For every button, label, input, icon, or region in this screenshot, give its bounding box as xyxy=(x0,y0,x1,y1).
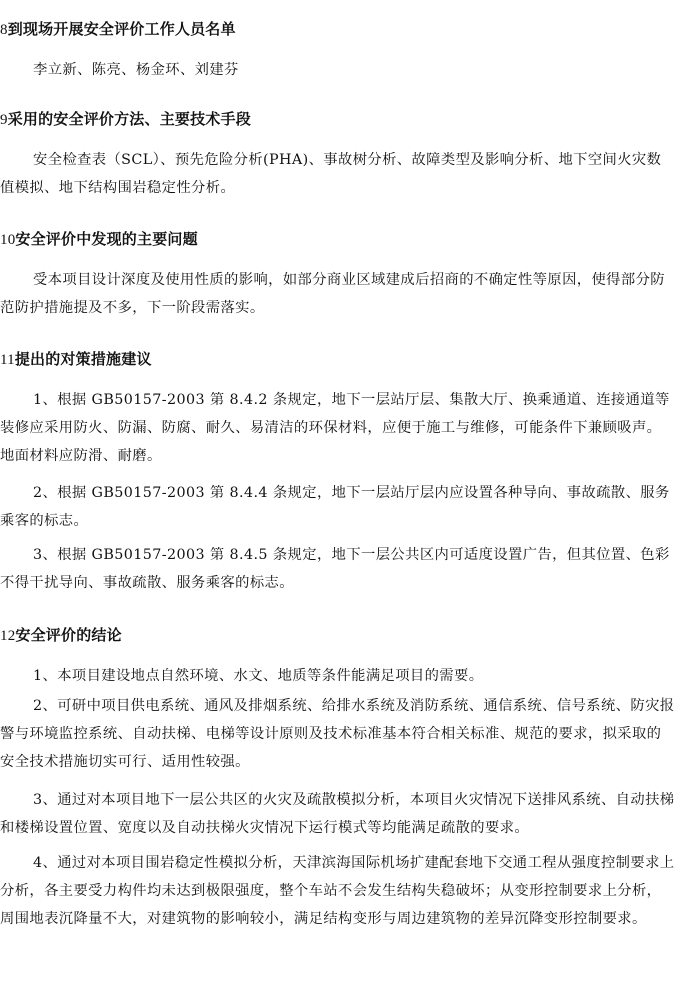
section-11-heading xyxy=(0,349,152,370)
section-11-paragraph-1: 1、根据 GB50157-2003 第 8.4.2 条规定，地下一层站厅层、集散大厅、换乘通道、连接通道等装修应采用防火、防漏、防腐、耐久、易清洁的环保材料，应便于施工与维修，可能条件下兼顾吸声。地面材料应防滑、耐磨。 xyxy=(0,392,670,464)
section-12-paragraph-2: 2、可研中项目供电系统、通风及排烟系统、给排水系统及消防系统、通信系统、信号系统、防灾报警与环境监控系统、自动扶梯、电梯等设计原则及技术标准基本符合相关标准、规范的要求，拟采取的安全技术措施切实可行、适用性较强。 xyxy=(0,698,675,770)
section-10-number: 10 xyxy=(0,232,16,248)
section-12-number: 12 xyxy=(0,628,16,644)
section-12-paragraph-3: 3、通过对本项目地下一层公共区的火灾及疏散模拟分析，本项目火灾情况下送排风系统、自动扶梯和楼梯设置位置、宽度以及自动扶梯火灾情况下运行模式等均能满足疏散的要求。 xyxy=(0,792,675,836)
section-10-title: 安全评价中发现的主要问题 xyxy=(15,230,198,248)
section-9-number: 9 xyxy=(0,112,8,128)
section-11-paragraph-3: 3、根据 GB50157-2003 第 8.4.5 条规定，地下一层公共区内可适度设置广告，但其位置、色彩不得干扰导向、事故疏散、服务乘客的标志。 xyxy=(0,547,670,591)
section-12-paragraph-1: 1、本项目建设地点自然环境、水文、地质等条件能满足项目的需要。 xyxy=(33,668,484,684)
section-12-title: 安全评价的结论 xyxy=(15,626,122,644)
section-8-number: 8 xyxy=(0,22,8,38)
section-8-heading xyxy=(0,19,236,40)
section-8-title: 到现场开展安全评价工作人员名单 xyxy=(7,20,236,38)
section-9-paragraph-1: 安全检查表（SCL）、预先危险分析(PHA)、事故树分析、故障类型及影响分析、地下空间火灾数值模拟、地下结构围岩稳定性分析。 xyxy=(0,152,662,196)
section-11-paragraph-2: 2、根据 GB50157-2003 第 8.4.4 条规定，地下一层站厅层内应设置各种导向、事故疏散、服务乘客的标志。 xyxy=(0,485,670,529)
section-10-paragraph-1: 受本项目设计深度及使用性质的影响，如部分商业区域建成后招商的不确定性等原因，使得部分防范防护措施提及不多，下一阶段需落实。 xyxy=(0,272,665,316)
section-12-paragraph-4: 4、通过对本项目围岩稳定性模拟分析，天津滨海国际机场扩建配套地下交通工程从强度控制要求上分析，各主要受力构件均未达到极限强度，整个车站不会发生结构失稳破坏；从变形控制要求上分析，周围地表沉降量不大，对建筑物的影响较小，满足结构变形与周边建筑物的差异沉降变形控制要求。 xyxy=(0,855,675,927)
section-9-heading xyxy=(0,109,251,130)
section-11-number: 11 xyxy=(0,352,15,368)
section-12-heading xyxy=(0,625,122,646)
section-8-paragraph-1: 李立新、陈亮、杨金环、刘建芬 xyxy=(33,62,239,78)
section-10-heading xyxy=(0,229,198,250)
section-11-title: 提出的对策措施建议 xyxy=(14,350,152,368)
section-9-title: 采用的安全评价方法、主要技术手段 xyxy=(7,110,251,128)
